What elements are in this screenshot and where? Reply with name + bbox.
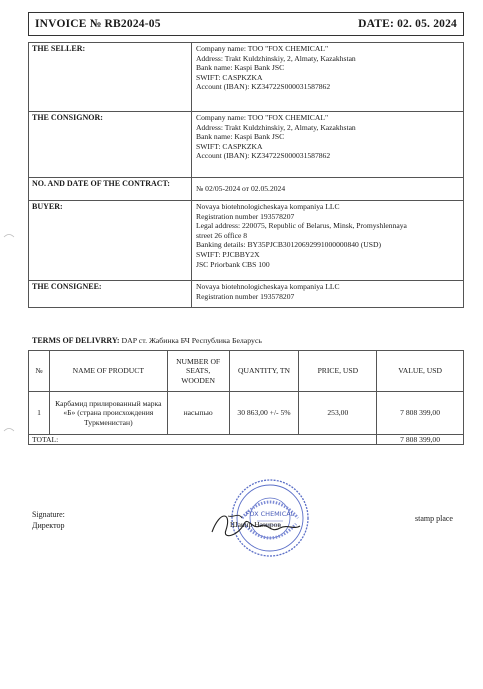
stamp-place-label: stamp place	[415, 514, 453, 523]
seal-text: FOX CHEMICAL	[245, 510, 295, 518]
col-header-value: VALUE, USD	[377, 351, 464, 392]
consignee-row	[29, 281, 464, 308]
terms-of-delivery	[28, 335, 464, 347]
terms-value: DAP ст. Жабинка БЧ Республика Беларусь	[121, 336, 262, 345]
seller-line: Bank name: Kaspi Bank JSC	[196, 63, 285, 73]
total-value: 7 808 399,00	[377, 435, 464, 445]
row-price: 253,00	[299, 392, 377, 435]
col-header-price: PRICE, USD	[299, 351, 377, 392]
buyer-line: Legal address: 220075, Republic of Belarus, Minsk, Promyshlennaya	[196, 221, 407, 231]
seller-line: Account (IBAN): KZ34722S000031587862	[196, 82, 331, 92]
consignor-line: SWIFT: CASPKZKA	[196, 141, 263, 151]
total-label: TOTAL:	[29, 435, 377, 445]
contract-row	[29, 178, 464, 201]
signature-label: Signature:	[32, 510, 65, 519]
seller-details	[192, 43, 464, 112]
invoice-number: INVOICE № RB2024-05	[35, 18, 161, 30]
consignor-line: Address: Trakt Kuldzhinskiy, 2, Almaty, Kazakhstan	[196, 122, 356, 132]
seller-label: THE SELLER:	[29, 43, 192, 112]
buyer-line: Registration number 193578207	[196, 211, 295, 221]
consignee-label: THE CONSIGNEE:	[29, 281, 192, 308]
consignor-line: Company name: TOO "FOX CHEMICAL"	[196, 113, 329, 122]
invoice-header	[28, 12, 464, 36]
consignee-line: Registration number 193578207	[196, 291, 295, 301]
col-header-product: NAME OF PRODUCT	[49, 351, 167, 392]
punch-hole-mark	[3, 232, 15, 238]
row-number: 1	[29, 392, 50, 435]
row-quantity: 30 863,00 +/- 5%	[229, 392, 299, 435]
contract-value: № 02/05-2024 от 02.05.2024	[192, 178, 464, 201]
buyer-line: Novaya biotehnologicheskaya kompaniya LLC	[196, 202, 340, 211]
terms-label: TERMS OF DELIVRRY:	[32, 336, 120, 345]
seller-line: Company name: TOO "FOX CHEMICAL"	[196, 44, 329, 53]
signature-block	[32, 509, 65, 531]
col-header-seats: NUMBER OF SEATS, WOODEN	[167, 351, 229, 392]
goods-table	[28, 350, 464, 445]
punch-hole-mark	[3, 426, 15, 432]
table-row	[29, 392, 464, 435]
goods-header-row	[29, 351, 464, 392]
seller-row	[29, 43, 464, 112]
buyer-row	[29, 201, 464, 281]
buyer-label: BUYER:	[29, 201, 192, 281]
buyer-line: SWIFT: PJCBBY2X	[196, 249, 260, 259]
row-seats: насыпью	[167, 392, 229, 435]
consignor-row	[29, 112, 464, 178]
seller-line: Address: Trakt Kuldzhinskiy, 2, Almaty, Kazakhstan	[196, 53, 356, 63]
contract-label: NO. AND DATE OF THE CONTRACT:	[29, 178, 192, 201]
invoice-date: DATE: 02. 05. 2024	[358, 18, 457, 30]
consignor-line: Account (IBAN): KZ34722S000031587862	[196, 151, 331, 161]
parties-table	[28, 42, 464, 308]
signatory-name: Шакир Назиров	[230, 520, 281, 529]
row-product: Карбамид прилированный марка «Б» (страна происхождения Туркменистан)	[49, 392, 167, 435]
signatory-title: Директор	[32, 521, 65, 530]
buyer-line: Banking details: BY35PJCB30120692991000000840 (USD)	[196, 240, 381, 250]
buyer-line: street 26 office 8	[196, 230, 248, 240]
col-header-number: №	[29, 351, 50, 392]
total-row	[29, 435, 464, 445]
consignor-line: Bank name: Kaspi Bank JSC	[196, 132, 285, 142]
consignee-details	[192, 281, 464, 308]
consignor-label: THE CONSIGNOR:	[29, 112, 192, 178]
consignor-details	[192, 112, 464, 178]
row-value: 7 808 399,00	[377, 392, 464, 435]
seller-line: SWIFT: CASPKZKA	[196, 72, 263, 82]
buyer-line: JSC Priorbank CBS 100	[196, 259, 270, 269]
col-header-quantity: QUANTITY, TN	[229, 351, 299, 392]
buyer-details	[192, 201, 464, 281]
consignee-line: Novaya biotehnologicheskaya kompaniya LLC	[196, 282, 340, 291]
